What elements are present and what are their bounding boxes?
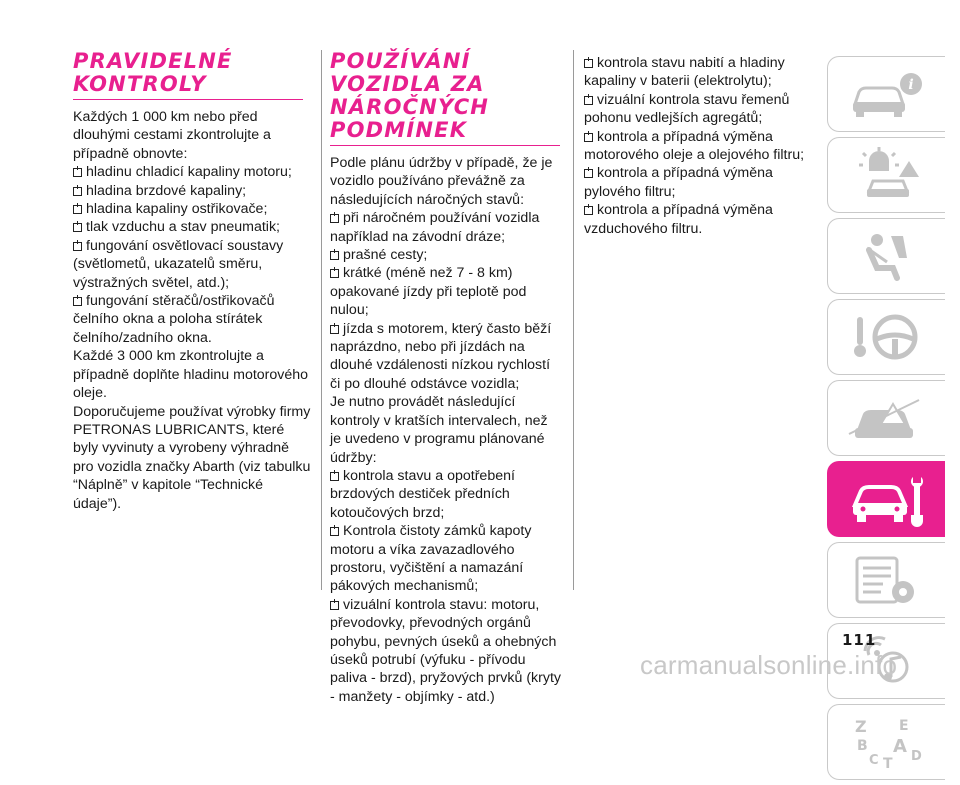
tab-index[interactable]: [827, 704, 945, 780]
checkbox-bullet-icon: [73, 223, 82, 232]
column-severe-conditions: [330, 50, 562, 706]
paragraph-recommendation: Doporučujeme používat výrobky firmy PETRONAS LUBRICANTS, které byly vyvinuty a vyrobeny výhradně pro vozidla značky Abarth (viz tabulku “Náplně” v kapitole “Technické údaje”).: [73, 403, 311, 512]
list-item: tlak vzduchu a stav pneumatik;: [73, 218, 311, 236]
column-regular-checks: [73, 50, 311, 513]
car-maintenance-icon: [847, 471, 927, 527]
alphabetical-index-icon: [847, 714, 927, 770]
page-number: 111: [842, 631, 877, 649]
list-item: kontrola a případná výměna vzduchového filtru.: [584, 202, 773, 237]
checkbox-bullet-icon: [330, 472, 339, 481]
column-divider: [573, 50, 574, 590]
column-continued-list: [584, 54, 816, 238]
column-divider: [321, 50, 322, 590]
index-letter: B: [856, 738, 868, 754]
tab-emergency[interactable]: [827, 380, 945, 456]
index-letter: C: [868, 753, 879, 768]
tab-starting-driving[interactable]: [827, 299, 945, 375]
checkbox-bullet-icon: [73, 187, 82, 196]
conditions-list: [330, 209, 562, 393]
list-item: kontrola stavu nabití a hladiny kapaliny v baterii (elektrolytu);: [584, 55, 785, 90]
warning-light-icon: [847, 147, 927, 203]
airbag-seat-icon: [847, 228, 927, 284]
index-letter: D: [910, 749, 922, 764]
list-item: jízda s motorem, který často běží naprázdno, nebo při jízdách na dlouhé vzdálenosti nízkou rychlostí či po dlouhé odstávce vozidla;: [330, 320, 552, 392]
list-item: kontrola a případná výměna pylového filtru;: [584, 165, 773, 200]
list-item: Kontrola čistoty zámků kapoty motoru a víka zavazadlového prostoru, vyčištění a namazání pákových mechanismů;: [330, 523, 532, 595]
section-heading-severe-conditions: POUŽÍVÁNÍ VOZIDLA ZA NÁROČNÝCH PODMÍNEK: [330, 49, 490, 142]
index-letter: E: [898, 718, 909, 734]
list-item: fungování stěračů/ostřikovačů čelního okna a poloha stírátek čelního/zadního okna.: [73, 293, 275, 346]
checkbox-bullet-icon: [584, 133, 593, 142]
checkbox-bullet-icon: [330, 251, 339, 260]
list-item: prašné cesty;: [330, 246, 562, 264]
checkbox-bullet-icon: [584, 59, 593, 68]
tab-maintenance[interactable]: [827, 461, 945, 537]
list-item: krátké (méně než 7 - 8 km) opakované jízdy při teplotě pod nulou;: [330, 265, 527, 319]
list-item: při náročném používání vozidla například na závodní dráze;: [330, 210, 540, 245]
checkbox-bullet-icon: [330, 527, 339, 536]
intro-text: Podle plánu údržby v případě, že je vozidlo používáno převážně za následujících náročných stavů:: [330, 155, 553, 208]
check-list: [73, 163, 311, 347]
list-item: vizuální kontrola stavu řemenů pohonu vedlejších agregátů;: [584, 91, 790, 127]
checkbox-bullet-icon: [73, 242, 82, 251]
heading-underline: [330, 145, 560, 146]
index-letter: T: [882, 756, 893, 770]
index-letter: A: [892, 736, 907, 757]
tab-safety[interactable]: [827, 218, 945, 294]
list-item: hladinu chladicí kapaliny motoru;: [73, 163, 311, 181]
paragraph-oil-check: Každé 3 000 km zkontrolujte a případně doplňte hladinu motorového oleje.: [73, 348, 309, 402]
list-item: fungování osvětlovací soustavy (světlometů, ukazatelů směru, výstražných světel, atd.);: [73, 237, 284, 291]
list-item: vizuální kontrola stavu: motoru, převodovky, převodných orgánů pohybu, pevných úseků a ohebných úseků potrubí (výfuku - přívodu paliva - brzd), pryžových prvků (kryty - manžety - objímky - atd.): [330, 596, 561, 705]
list-item: kontrola stavu a opotřebení brzdových destiček předních kotoučových brzd;: [330, 467, 515, 521]
car-info-icon: [847, 66, 927, 122]
watermark: carmanualsonline.info: [640, 650, 898, 680]
steering-wheel-key-icon: [847, 309, 927, 365]
checkbox-bullet-icon: [330, 269, 339, 278]
car-emergency-icon: [847, 390, 927, 446]
list-item: kontrola a případná výměna motorového oleje a olejového filtru;: [584, 128, 805, 164]
checkbox-bullet-icon: [73, 205, 82, 214]
checkbox-bullet-icon: [330, 601, 339, 610]
checkbox-bullet-icon: [584, 206, 593, 215]
tab-car-info[interactable]: [827, 56, 945, 132]
checkbox-bullet-icon: [73, 168, 82, 177]
index-letter: Z: [854, 717, 867, 736]
checkbox-bullet-icon: [584, 169, 593, 178]
heading-underline: [73, 99, 303, 100]
specifications-gear-icon: [847, 552, 927, 608]
tab-specifications[interactable]: [827, 542, 945, 618]
checkbox-bullet-icon: [330, 214, 339, 223]
svg-text:i: i: [907, 77, 914, 93]
inspection-list: [330, 467, 562, 706]
paragraph-intervals: Je nutno provádět následující kontroly v kratších intervalech, než je uvedeno v programu plánované údržby:: [330, 394, 548, 466]
list-item: hladina brzdové kapaliny;: [73, 182, 311, 200]
checkbox-bullet-icon: [73, 297, 82, 306]
list-item: hladina kapaliny ostřikovače;: [73, 200, 311, 218]
checkbox-bullet-icon: [330, 325, 339, 334]
section-heading-regular-checks: PRAVIDELNÉ KONTROLY: [73, 49, 233, 96]
tab-warning-lights[interactable]: [827, 137, 945, 213]
intro-text: Každých 1 000 km nebo před dlouhými cestami zkontrolujte a případně obnovte:: [73, 109, 271, 162]
checkbox-bullet-icon: [584, 96, 593, 105]
